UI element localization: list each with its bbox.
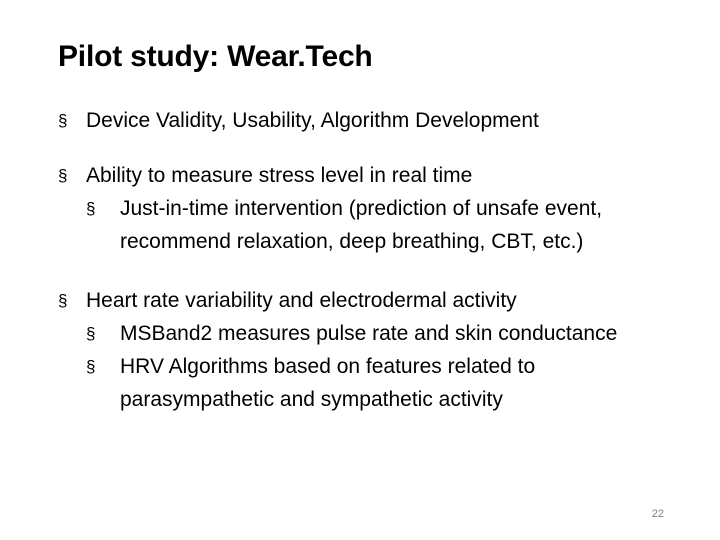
slide-title: Pilot study: Wear.Tech (58, 40, 373, 73)
sub-bullet-marker: § (86, 199, 96, 218)
bullet-text: Device Validity, Usability, Algorithm Development (86, 109, 539, 132)
sub-bullet-msband2 (86, 317, 678, 350)
page-number: 22 (651, 508, 664, 520)
bullet-marker: § (58, 111, 68, 130)
bullet-device-validity (58, 104, 678, 137)
bullet-text: Ability to measure stress level in real time (86, 164, 473, 187)
sub-bullet-hrv-algorithms (86, 350, 678, 416)
slide-body (58, 104, 678, 416)
bullet-stress-measurement (58, 159, 678, 192)
sub-bullet-marker: § (86, 324, 96, 343)
sub-bullet-text: Just-in-time intervention (prediction of unsafe event, recommend relaxation, deep breathing, CBT, etc.) (120, 197, 603, 253)
sub-bullet-marker: § (86, 357, 96, 376)
sub-bullet-intervention (86, 192, 678, 258)
bullet-marker: § (58, 166, 68, 185)
sub-bullet-text: MSBand2 measures pulse rate and skin conductance (120, 322, 618, 345)
sub-bullet-text: HRV Algorithms based on features related to parasympathetic and sympathetic activity (120, 355, 536, 411)
bullet-text: Heart rate variability and electrodermal activity (86, 289, 517, 312)
bullet-marker: § (58, 291, 68, 310)
bullet-hrv-eda (58, 284, 678, 317)
